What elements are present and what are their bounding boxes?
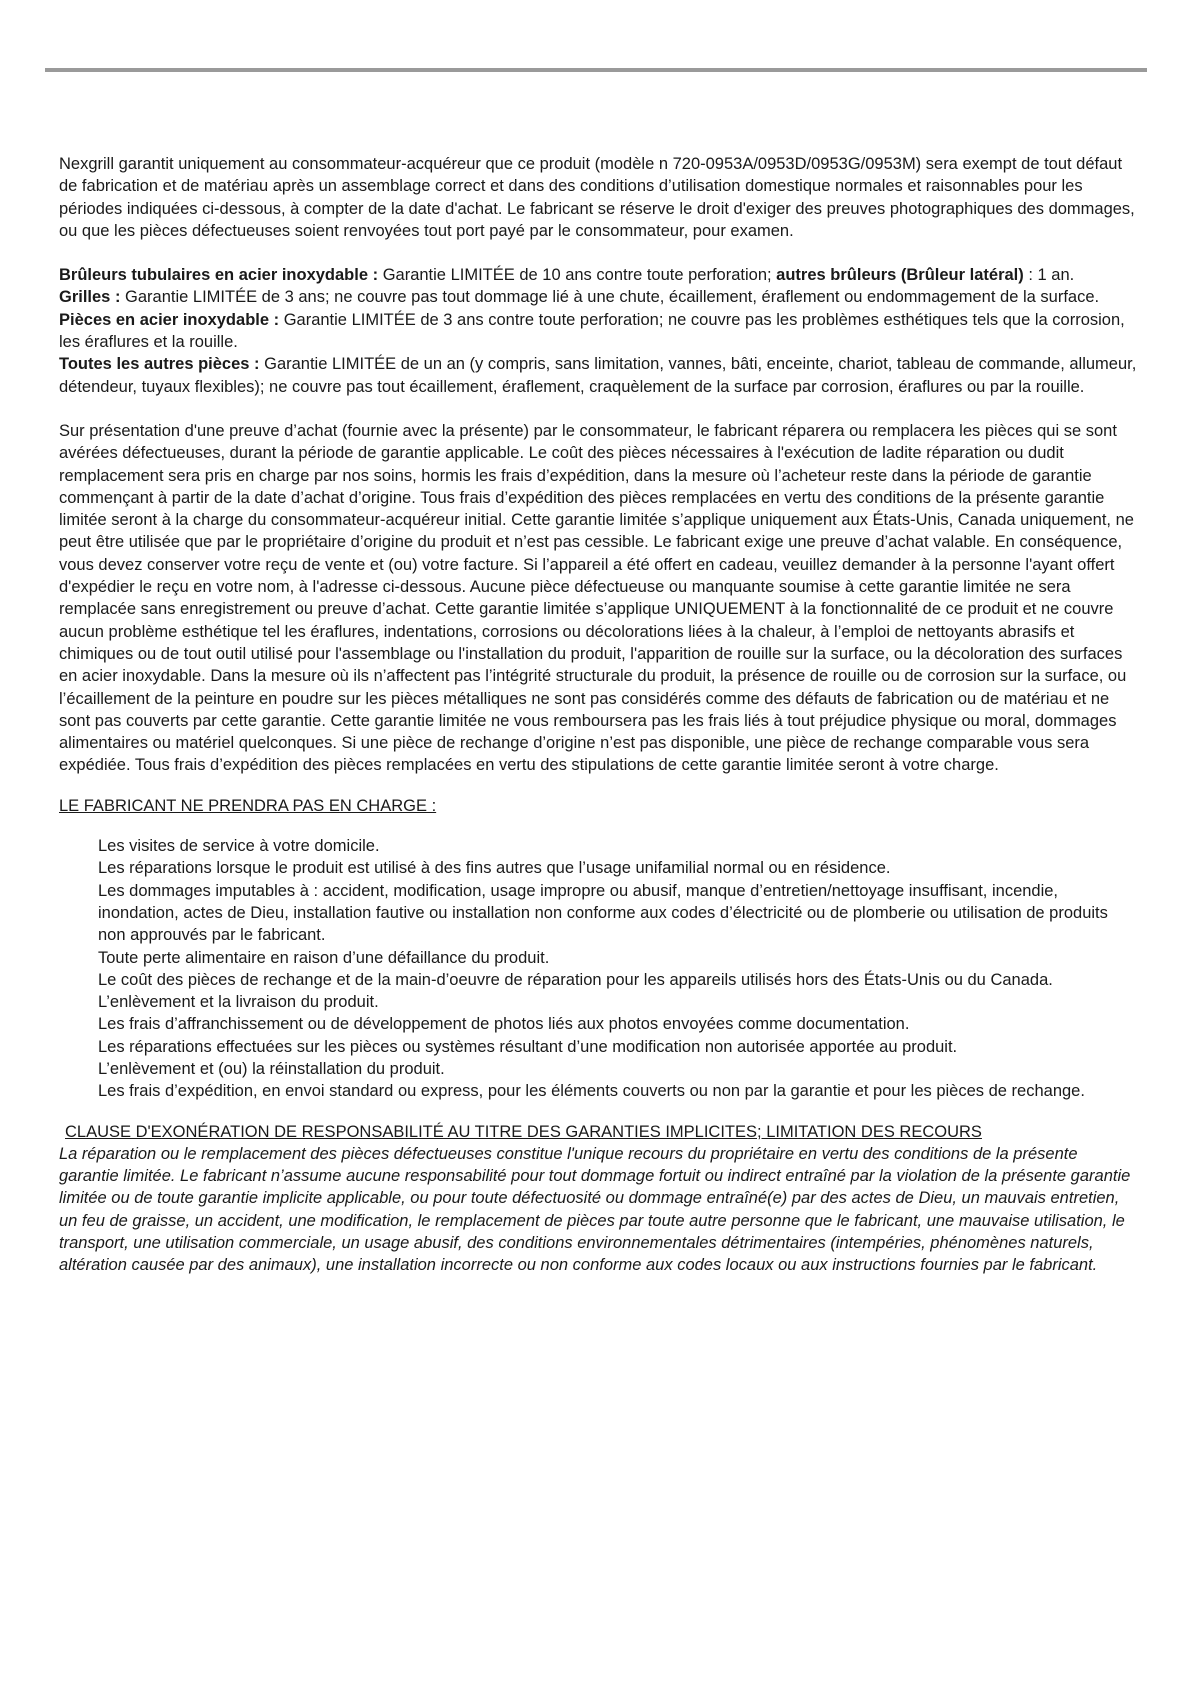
warranty-content [59, 153, 1139, 1277]
warranty-items [59, 264, 1139, 398]
warranty-item-label: Toutes les autres pièces : [59, 355, 260, 374]
list-item: Les visites de service à votre domicile. [98, 837, 380, 856]
warranty-item-label-2: autres brûleurs (Brûleur latéral) [776, 266, 1024, 285]
warranty-item-text: Garantie LIMITÉE de 10 ans contre toute perforation; [378, 266, 777, 285]
list-item: Le coût des pièces de rechange et de la main-d’oeuvre de réparation pour les appareils utilisés hors des États-Unis ou du Canada. [98, 970, 1053, 989]
warranty-item-grills [59, 286, 1139, 308]
list-item: L’enlèvement et (ou) la réinstallation du produit. [98, 1059, 445, 1078]
exclusions-heading: LE FABRICANT NE PRENDRA PAS EN CHARGE : [59, 796, 437, 815]
top-divider [45, 68, 1147, 72]
warranty-item-label: Pièces en acier inoxydable : [59, 310, 280, 329]
warranty-item-text: Garantie LIMITÉE de 3 ans contre toute perforation; ne couvre pas les problèmes esthétiques tels que la corrosion, les éraflures et la rouille. [59, 310, 1125, 352]
list-item: Les frais d’affranchissement ou de développement de photos liés aux photos envoyées comme documentation. [98, 1015, 910, 1034]
exclusions-list [59, 835, 1139, 1103]
warranty-item-text-2: : 1 an. [1023, 266, 1075, 285]
warranty-item-text: Garantie LIMITÉE de 3 ans; ne couvre pas tout dommage lié à une chute, écaillement, éraflement ou endommagement de la surface. [120, 288, 1100, 307]
list-item: L’enlèvement et la livraison du produit. [98, 993, 379, 1012]
list-item: Les réparations lorsque le produit est utilisé à des fins autres que l’usage unifamilial normal ou en résidence. [98, 859, 891, 878]
disclaimer-text: La réparation ou le remplacement des pièces défectueuses constitue l'unique recours du propriétaire en vertu des conditions de la présente garantie limitée. Le fabricant n’assume aucune responsabilité pour tout dommage fortuit ou indirect entraîné par la violation de la présente garantie limitée ou de toute garantie implicite applicable, ou pour toute défectuosité ou dommage entraîné(e) par des actes de Dieu, un mauvais entretien, un feu de graisse, un accident, une modification, le remplacement de pièces par toute autre personne que le fabricant, une mauvaise utilisation, le transport, une utilisation commerciale, un usage abusif, des conditions environnementales détrimentaires (intempéries, phénomènes naturels, altération causée par des animaux), une installation incorrecte ou non conforme aux codes locaux ou aux instructions fournies par le fabricant. [59, 1144, 1131, 1275]
warranty-item-label: Grilles : [59, 288, 121, 307]
list-item: Les dommages imputables à : accident, modification, usage impropre ou abusif, manque d’entretien/nettoyage insuffisant, incendie, inondation, actes de Dieu, installation fautive ou installation non conforme aux codes d’électricité ou de plomberie ou utilisation de produits non approuvés par le fabricant. [98, 881, 1108, 945]
intro-paragraph: Nexgrill garantit uniquement au consommateur-acquéreur que ce produit (modèle n 720-0953A/0953D/0953G/0953M) sera exempt de tout défaut de fabrication et de matériau après un assemblage correct et dans des conditions d’utilisation domestique normales et raisonnables pour les périodes indiquées ci-dessous, à compter de la date d'achat. Le fabricant se réserve le droit d'exiger des preuves photographiques des dommages, ou que les pièces défectueuses soient renvoyées tout port payé par le consommateur, pour examen. [59, 155, 1135, 240]
warranty-item-label: Brûleurs tubulaires en acier inoxydable : [59, 266, 379, 285]
warranty-item-other-parts [59, 353, 1139, 398]
warranty-item-stainless [59, 309, 1139, 354]
warranty-item-text: Garantie LIMITÉE de un an (y compris, sans limitation, vannes, bâti, enceinte, chariot, tableau de commande, allumeur, détendeur, tuyaux flexibles); ne couvre pas tout écaillement, éraflement, craquèlement de la surface par corrosion, éraflures ou par la rouille. [59, 355, 1137, 396]
warranty-item-burners [59, 264, 1139, 286]
list-item: Toute perte alimentaire en raison d’une défaillance du produit. [98, 948, 550, 967]
main-paragraph: Sur présentation d'une preuve d’achat (fournie avec la présente) par le consommateur, le fabricant réparera ou remplacera les pièces qui se sont avérées défectueuses, durant la période de garantie applicable. Le coût des pièces nécessaires à l'exécution de ladite réparation ou dudit remplacement sera pris en charge par nos soins, hormis les frais d’expédition, dans la mesure où l’acheteur reste dans la période de garantie commençant à partir de la date d’achat d’origine. Tous frais d’expédition des pièces remplacées en vertu des conditions de la présente garantie limitée seront à la charge du consommateur-acquéreur initial. Cette garantie limitée s’applique uniquement aux États-Unis, Canada uniquement, ne peut être utilisée que par le propriétaire d’origine du produit et n’est pas cessible. Le fabricant exige une preuve d’achat valable. En conséquence, vous devez conserver votre reçu de vente et (ou) votre facture. Si l’appareil a été offert en cadeau, veuillez demander à la personne l'ayant offert d'expédier le reçu en votre nom, à l'adresse ci-dessous. Aucune pièce défectueuse ou manquante soumise à cette garantie limitée ne sera remplacée sans enregistrement ou preuve d’achat. Cette garantie limitée s’applique UNIQUEMENT à la fonctionnalité de ce produit et ne couvre aucun problème esthétique tel les éraflures, indentations, corrosions ou décolorations liées à la chaleur, à l’emploi de nettoyants abrasifs et chimiques ou de tout outil utilisé pour l'assemblage ou l'installation du produit, l'apparition de rouille sur la surface, ou la décoloration des surfaces en acier inoxydable. Dans la mesure où ils n’affectent pas l’intégrité structurale du produit, la présence de rouille ou de corrosion sur la surface, ou l’écaillement de la peinture en poudre sur les pièces métalliques ne sont pas considérés comme des défauts de fabrication ou de matériau et ne sont pas couverts par cette garantie. Cette garantie limitée ne vous remboursera pas les frais liés à tout préjudice physique ou moral, dommages alimentaires ou matériel quelconques. Si une pièce de rechange d’origine n’est pas disponible, une pièce de rechange comparable vous sera expédiée. Tous frais d’expédition des pièces remplacées en vertu des stipulations de cette garantie limitée seront à votre charge. [59, 421, 1134, 775]
list-item: Les réparations effectuées sur les pièces ou systèmes résultant d’une modification non autorisée apportée au produit. [98, 1037, 958, 1056]
list-item: Les frais d’expédition, en envoi standard ou express, pour les éléments couverts ou non par la garantie et pour les pièces de rechange. [98, 1082, 1085, 1101]
disclaimer-heading: CLAUSE D'EXONÉRATION DE RESPONSABILITÉ AU TITRE DES GARANTIES IMPLICITES; LIMITATION DES RECOURS [65, 1122, 982, 1141]
